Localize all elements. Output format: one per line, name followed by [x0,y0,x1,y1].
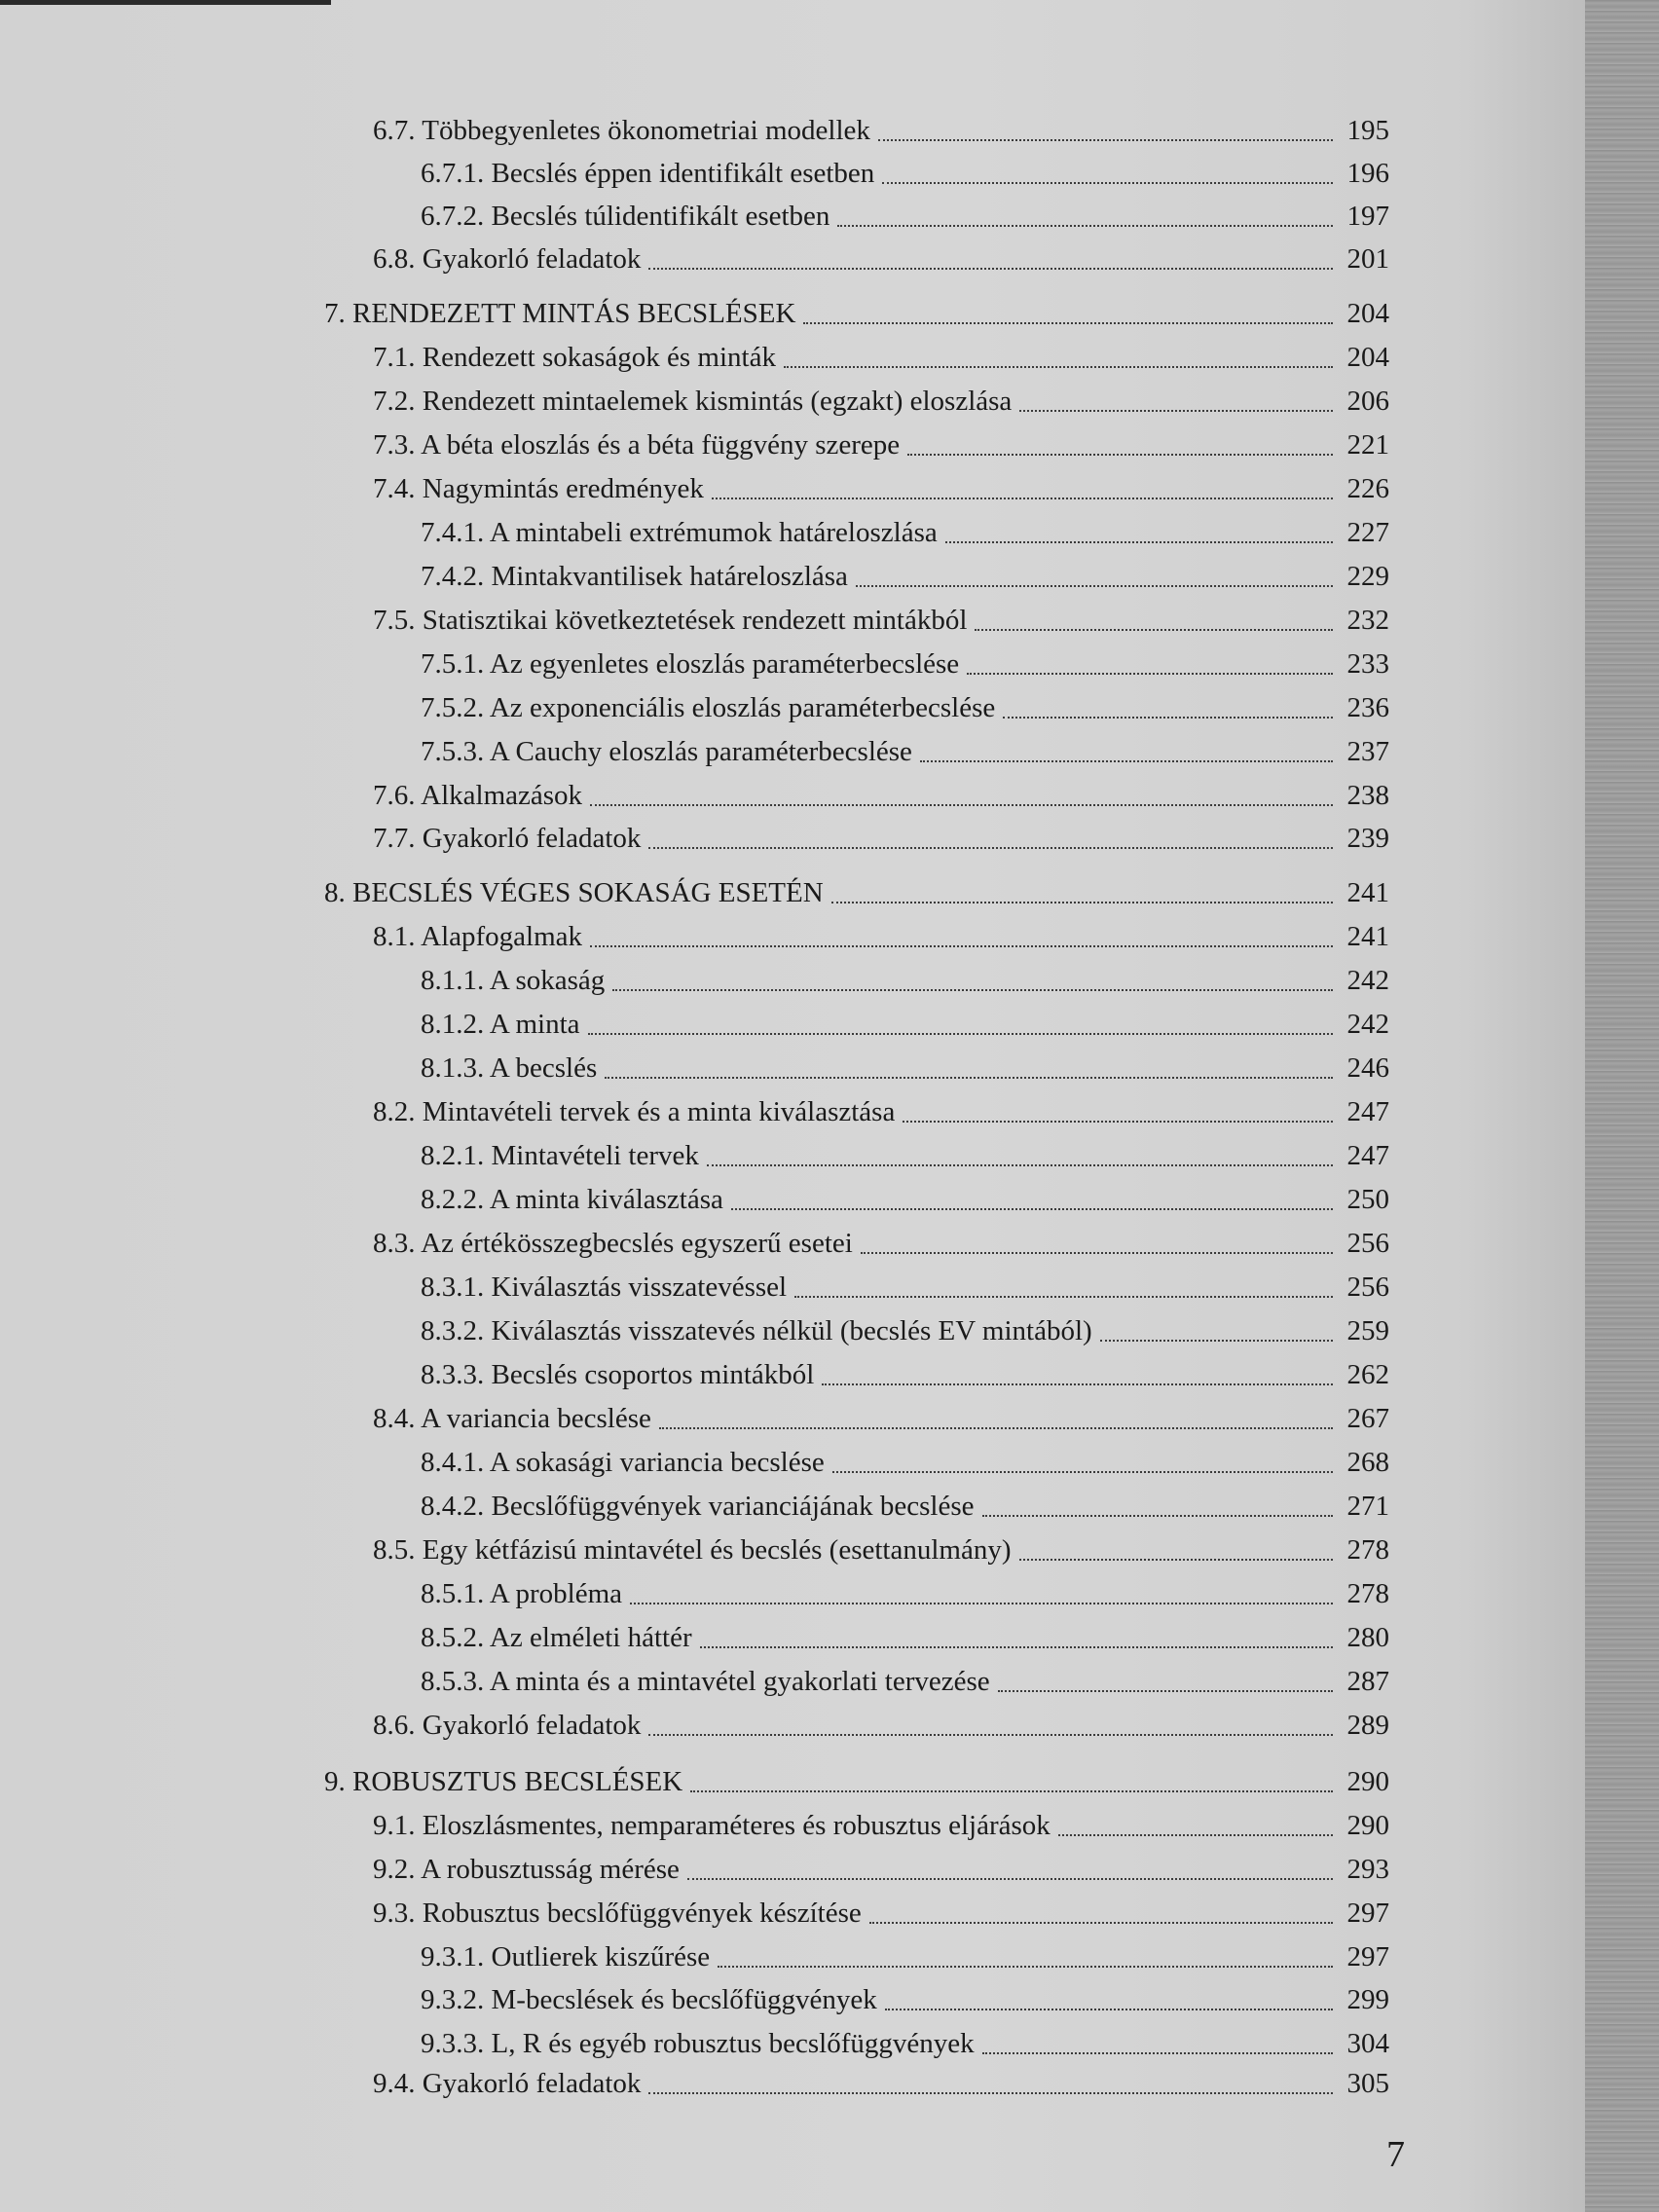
toc-entry-page-number: 267 [1346,1403,1389,1434]
toc-entry-title: 8.2. Mintavételi tervek és a minta kiválasztása [373,1096,896,1127]
dot-leader [982,2051,1333,2054]
toc-entry-page-number: 268 [1346,1447,1389,1478]
toc-entry-title: 6.7.2. Becslés túlidentifikált esetben [421,201,830,232]
toc-entry [421,152,1389,195]
toc-entry [421,1309,1389,1352]
dot-leader [837,224,1333,227]
toc-entry-page-number: 233 [1346,648,1389,680]
dot-leader [982,1514,1333,1517]
dot-leader [1019,1558,1333,1561]
dot-leader [731,1207,1333,1210]
toc-entry [324,1760,1389,1803]
toc-entry-title: 8. BECSLÉS VÉGES SOKASÁG ESETÉN [324,877,824,908]
dot-leader [690,1789,1333,1792]
dot-leader [945,540,1333,543]
toc-entry-title: 6.7. Többegyenletes ökonometriai modellek [373,115,870,146]
toc-entry-title: 7.5. Statisztikai következtetések rendezett mintákból [373,605,968,636]
dot-leader [1003,716,1333,719]
toc-entry-page-number: 297 [1346,1941,1389,1972]
toc-entry [373,599,1389,642]
toc-entry-title: 8.4. A variancia becslése [373,1403,651,1434]
toc-entry-title: 8.2.2. A minta kiválasztása [421,1184,723,1215]
toc-entry [421,1441,1389,1484]
toc-entry [421,1616,1389,1659]
dot-leader [1019,409,1333,412]
dot-leader [648,1733,1333,1736]
toc-entry-page-number: 238 [1346,780,1389,811]
toc-entry-title: 6.8. Gyakorló feladatok [373,243,642,275]
toc-entry-page-number: 221 [1346,429,1389,461]
toc-entry [421,1266,1389,1309]
toc-entry-title: 9.3.1. Outlierek kiszűrése [421,1941,711,1972]
toc-entry [373,467,1389,510]
toc-entry-page-number: 247 [1346,1140,1389,1171]
toc-entry-title: 7. RENDEZETT MINTÁS BECSLÉSEK [324,298,796,329]
toc-entry [421,2022,1389,2065]
dot-leader [903,1120,1333,1123]
toc-entry-title: 9.3.3. L, R és egyéb robusztus becslőfüggvények [421,2028,975,2059]
page-edge-shadow [1585,0,1659,2212]
toc-entry-title: 8.4.1. A sokasági variancia becslése [421,1447,825,1478]
toc-entry-title: 6.7.1. Becslés éppen identifikált esetben [421,158,875,189]
toc-entry-page-number: 297 [1346,1898,1389,1929]
toc-entry [373,109,1389,152]
toc-entry [421,511,1389,554]
toc-entry-page-number: 246 [1346,1052,1389,1084]
toc-entry [373,380,1389,423]
toc-entry-page-number: 227 [1346,517,1389,548]
toc-entry-title: 9. ROBUSZTUS BECSLÉSEK [324,1766,683,1797]
toc-entry [324,292,1389,335]
toc-entry [421,643,1389,685]
toc-entry [421,1572,1389,1615]
dot-leader [803,321,1333,324]
toc-entry [373,336,1389,379]
toc-entry [373,774,1389,817]
dot-leader [831,901,1333,903]
toc-entry-page-number: 250 [1346,1184,1389,1215]
toc-entry [373,2062,1389,2105]
toc-entry-page-number: 226 [1346,473,1389,504]
dot-leader [822,1382,1333,1385]
toc-entry-page-number: 197 [1346,201,1389,232]
toc-entry-title: 7.4.1. A mintabeli extrémumok határeloszlása [421,517,938,548]
dot-leader [882,181,1333,184]
toc-entry-page-number: 293 [1346,1854,1389,1885]
toc-entry-title: 8.5.1. A probléma [421,1578,623,1609]
toc-entry-page-number: 232 [1346,605,1389,636]
toc-entry [373,424,1389,466]
toc-entry-title: 8.1.2. A minta [421,1009,580,1040]
toc-entry [373,238,1389,280]
dot-leader [648,846,1333,849]
toc-entry-page-number: 278 [1346,1534,1389,1566]
dot-leader [648,267,1333,270]
toc-entry-page-number: 280 [1346,1622,1389,1653]
dot-leader [700,1645,1333,1648]
toc-entry-title: 8.1.3. A becslés [421,1052,598,1084]
toc-entry-title: 8.3.3. Becslés csoportos mintákból [421,1359,815,1390]
page-number: 7 [1386,2134,1405,2175]
toc-entry-title: 7.4. Nagymintás eredmények [373,473,704,504]
toc-entry-page-number: 290 [1346,1766,1389,1797]
toc-entry-page-number: 239 [1346,823,1389,854]
toc-entry-title: 8.3.2. Kiválasztás visszatevés nélkül (becslés EV mintából) [421,1315,1092,1346]
toc-entry-title: 9.3.2. M-becslések és becslőfüggvények [421,1984,877,2015]
toc-entry-title: 8.4.2. Becslőfüggvények varianciájának becslése [421,1491,975,1522]
dot-leader [1100,1339,1333,1342]
dot-leader [707,1163,1333,1166]
toc-entry-title: 9.2. A robusztusság mérése [373,1854,680,1885]
toc-entry-page-number: 287 [1346,1666,1389,1697]
toc-entry-page-number: 256 [1346,1272,1389,1303]
toc-entry [373,1529,1389,1571]
toc-entry [421,686,1389,729]
dot-leader [878,138,1333,141]
toc-entry [421,1353,1389,1396]
toc-entry-page-number: 304 [1346,2028,1389,2059]
dot-leader [856,584,1333,587]
dot-leader [590,803,1333,806]
toc-entry [373,1704,1389,1747]
dot-leader [718,1965,1333,1968]
toc-entry-title: 9.3. Robusztus becslőfüggvények készítése [373,1898,862,1929]
toc-entry-title: 7.1. Rendezett sokaságok és minták [373,342,776,373]
toc-entry [421,1047,1389,1089]
toc-entry-page-number: 201 [1346,243,1389,275]
toc-entry-title: 7.4.2. Mintakvantilisek határeloszlása [421,561,848,592]
toc-entry [421,1485,1389,1528]
dot-leader [1058,1833,1333,1836]
toc-entry-title: 8.5.3. A minta és a mintavétel gyakorlati tervezése [421,1666,990,1697]
toc-entry-page-number: 236 [1346,692,1389,723]
dot-leader [784,365,1333,368]
toc-entry-title: 9.1. Eloszlásmentes, nemparaméteres és robusztus eljárások [373,1810,1051,1841]
toc-entry [421,1978,1389,2021]
dot-leader [885,2008,1333,2010]
toc-entry [373,1090,1389,1133]
toc-entry-title: 8.3. Az értékösszegbecslés egyszerű esetei [373,1228,853,1259]
dot-leader [907,453,1333,456]
dot-leader [612,988,1333,991]
toc-entry-title: 7.3. A béta eloszlás és a béta függvény szerepe [373,429,901,461]
toc-entry-title: 7.2. Rendezett mintaelemek kismintás (egzakt) eloszlása [373,386,1013,417]
toc-entry-title: 8.5.2. Az elméleti háttér [421,1622,692,1653]
toc-entry-title: 8.5. Egy kétfázisú mintavétel és becslés (esettanulmány) [373,1534,1012,1566]
toc-entry-page-number: 196 [1346,158,1389,189]
toc-entry-page-number: 241 [1346,877,1389,908]
dot-leader [687,1877,1333,1880]
toc-entry [373,817,1389,860]
dot-leader [920,759,1333,762]
dot-leader [967,672,1333,675]
toc-entry-title: 7.6. Alkalmazások [373,780,583,811]
toc-entry [421,730,1389,773]
toc-entry-page-number: 229 [1346,561,1389,592]
toc-entry-page-number: 259 [1346,1315,1389,1346]
toc-entry [373,915,1389,958]
toc-entry-page-number: 237 [1346,736,1389,767]
toc-entry-page-number: 242 [1346,1009,1389,1040]
toc-entry-page-number: 195 [1346,115,1389,146]
toc-entry [421,1936,1389,1978]
dot-leader [832,1470,1333,1473]
toc-entry [421,1003,1389,1046]
toc-entry-page-number: 290 [1346,1810,1389,1841]
dot-leader [648,2091,1333,2094]
toc-entry-title: 7.5.1. Az egyenletes eloszlás paraméterbecslése [421,648,960,680]
toc-entry-title: 8.2.1. Mintavételi tervek [421,1140,699,1171]
toc-entry-title: 9.4. Gyakorló feladatok [373,2068,642,2099]
toc-entry-page-number: 262 [1346,1359,1389,1390]
toc-entry-page-number: 299 [1346,1984,1389,2015]
dot-leader [588,1032,1333,1035]
toc-entry-title: 8.1.1. A sokaság [421,965,606,996]
toc-entry-page-number: 242 [1346,965,1389,996]
toc-entry [324,871,1389,914]
toc-entry-page-number: 241 [1346,921,1389,952]
toc-entry-title: 8.6. Gyakorló feladatok [373,1710,642,1741]
dot-leader [869,1921,1333,1924]
toc-entry-page-number: 204 [1346,298,1389,329]
toc-entry [373,1222,1389,1265]
dot-leader [998,1689,1333,1692]
toc-entry [373,1804,1389,1847]
dot-leader [794,1295,1333,1298]
toc-entry-page-number: 271 [1346,1491,1389,1522]
toc-entry [421,195,1389,238]
toc-entry-title: 8.1. Alapfogalmak [373,921,583,952]
toc-entry [421,555,1389,598]
toc-entry-title: 8.3.1. Kiválasztás visszatevéssel [421,1272,788,1303]
toc-entry-page-number: 256 [1346,1228,1389,1259]
toc-entry-page-number: 278 [1346,1578,1389,1609]
toc-entry [421,959,1389,1002]
toc-entry [421,1178,1389,1221]
dot-leader [659,1426,1333,1429]
dot-leader [861,1251,1333,1254]
dot-leader [605,1076,1333,1079]
toc-entry-page-number: 247 [1346,1096,1389,1127]
toc-entry [421,1660,1389,1703]
toc-entry [421,1134,1389,1177]
toc-entry-title: 7.7. Gyakorló feladatok [373,823,642,854]
toc-entry [373,1848,1389,1891]
toc-entry-page-number: 206 [1346,386,1389,417]
toc-entry [373,1892,1389,1935]
toc-entry [373,1397,1389,1440]
toc-entry-title: 7.5.3. A Cauchy eloszlás paraméterbecslése [421,736,912,767]
toc-entry-page-number: 204 [1346,342,1389,373]
toc-entry-page-number: 305 [1346,2068,1389,2099]
dot-leader [630,1602,1333,1604]
dot-leader [712,497,1333,499]
dot-leader [590,944,1333,947]
dot-leader [975,628,1333,631]
toc-entry-page-number: 289 [1346,1710,1389,1741]
toc-entry-title: 7.5.2. Az exponenciális eloszlás paraméterbecslése [421,692,996,723]
